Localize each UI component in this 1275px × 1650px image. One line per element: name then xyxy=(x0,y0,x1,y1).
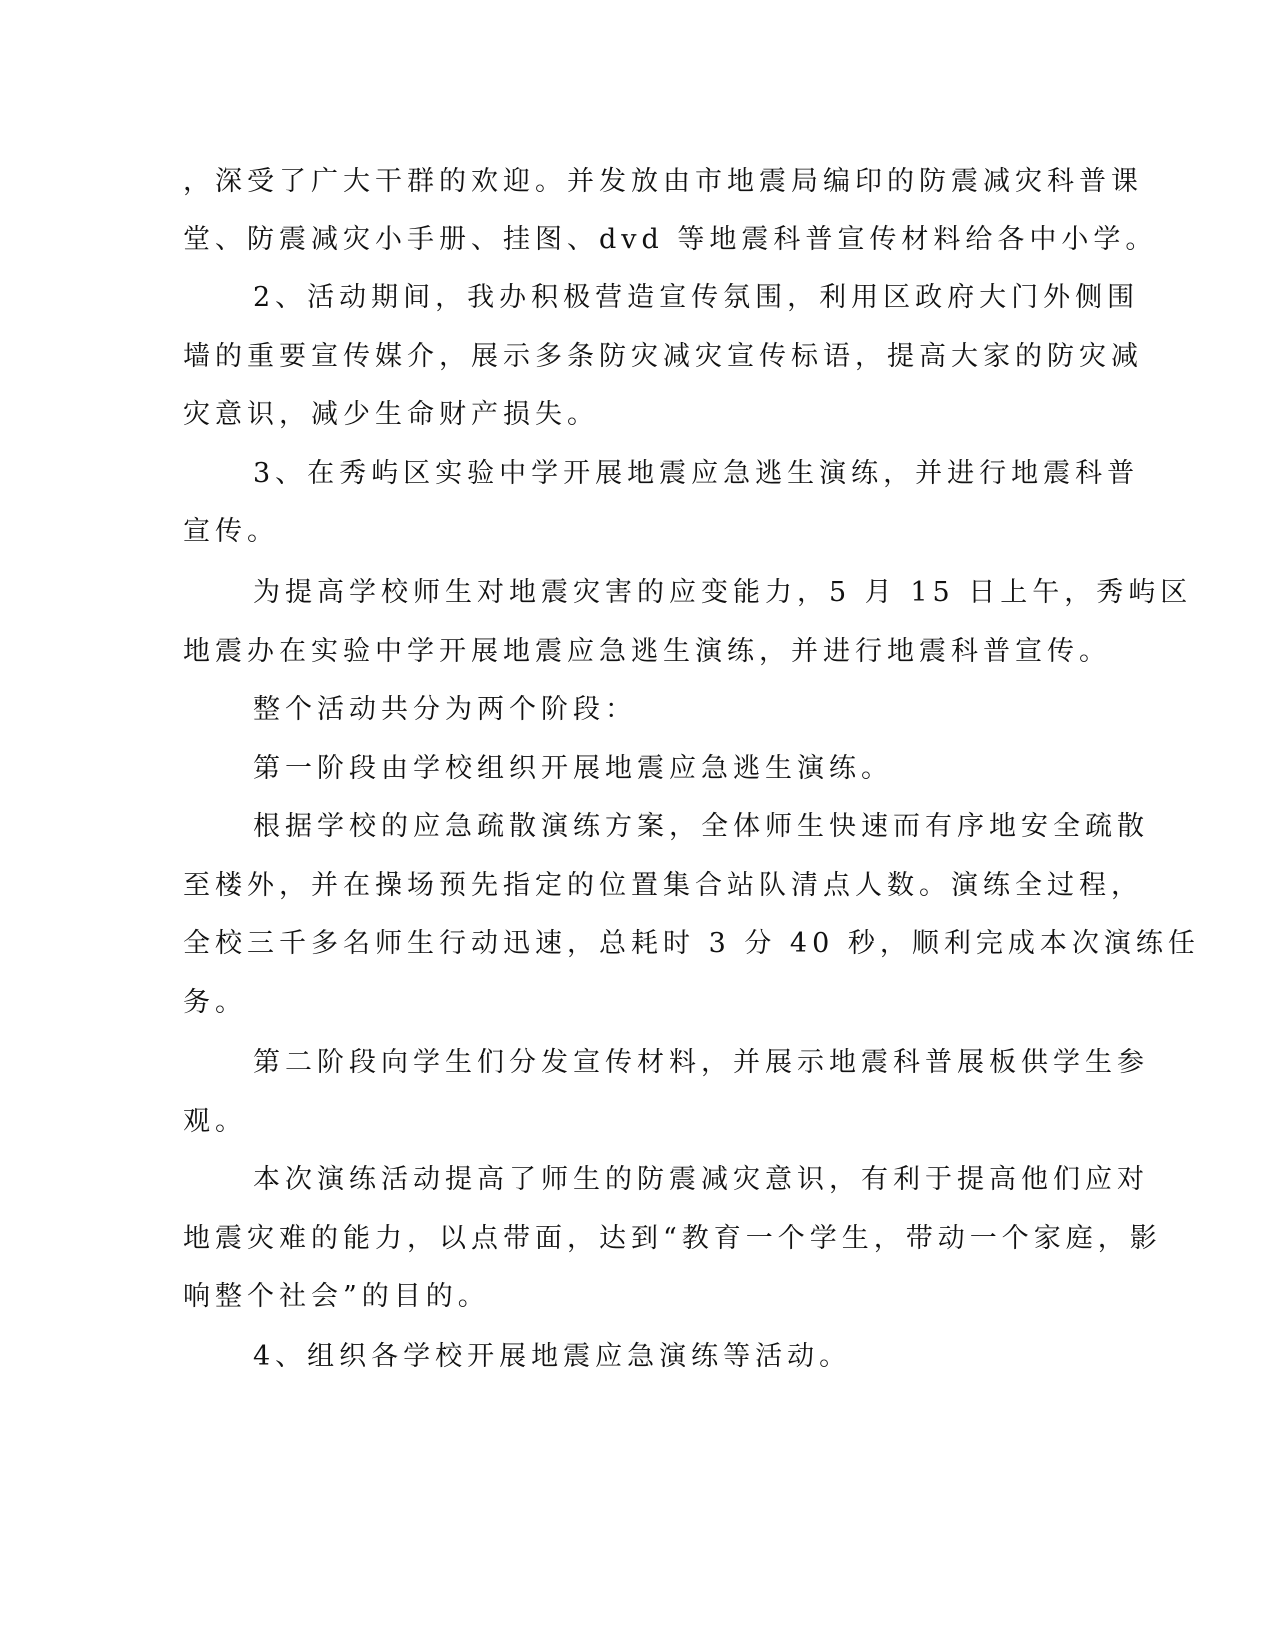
text-line: 观。 xyxy=(183,1106,247,1137)
text-line: 3、在秀屿区实验中学开展地震应急逃生演练，并进行地震科普 xyxy=(253,458,1140,489)
text-line: 堂、防震减灾小手册、挂图、dvd 等地震科普宣传材料给各中小学。 xyxy=(183,224,1158,255)
text-line: 务。 xyxy=(183,987,247,1018)
text-line: 地震灾难的能力，以点带面，达到“教育一个学生，带动一个家庭，影 xyxy=(183,1223,1162,1254)
text-line: 第一阶段由学校组织开展地震应急逃生演练。 xyxy=(253,753,893,784)
text-line: 整个活动共分为两个阶段： xyxy=(253,694,637,725)
text-line: 响整个社会”的目的。 xyxy=(183,1281,490,1312)
text-line: 全校三千多名师生行动迅速，总耗时 3 分 40 秒，顺利完成本次演练任 xyxy=(183,928,1200,959)
text-line: 4、组织各学校开展地震应急演练等活动。 xyxy=(253,1341,852,1372)
text-line: 地震办在实验中学开展地震应急逃生演练，并进行地震科普宣传。 xyxy=(183,636,1111,667)
text-line: 至楼外，并在操场预先指定的位置集合站队清点人数。演练全过程， xyxy=(183,870,1143,901)
text-line: 2、活动期间，我办积极营造宣传氛围，利用区政府大门外侧围 xyxy=(253,282,1140,313)
text-line: 宣传。 xyxy=(183,516,279,547)
text-line: 为提高学校师生对地震灾害的应变能力，5 月 15 日上午，秀屿区 xyxy=(253,577,1193,608)
text-line: 第二阶段向学生们分发宣传材料，并展示地震科普展板供学生参 xyxy=(253,1047,1149,1078)
text-line: 本次演练活动提高了师生的防震减灾意识，有利于提高他们应对 xyxy=(253,1164,1149,1195)
text-line: 根据学校的应急疏散演练方案，全体师生快速而有序地安全疏散 xyxy=(253,811,1149,842)
text-line: ，深受了广大干群的欢迎。并发放由市地震局编印的防震减灾科普课 xyxy=(183,166,1143,197)
text-line: 灾意识，减少生命财产损失。 xyxy=(183,399,599,430)
text-line: 墙的重要宣传媒介，展示多条防灾减灾宣传标语，提高大家的防灾减 xyxy=(183,341,1143,372)
